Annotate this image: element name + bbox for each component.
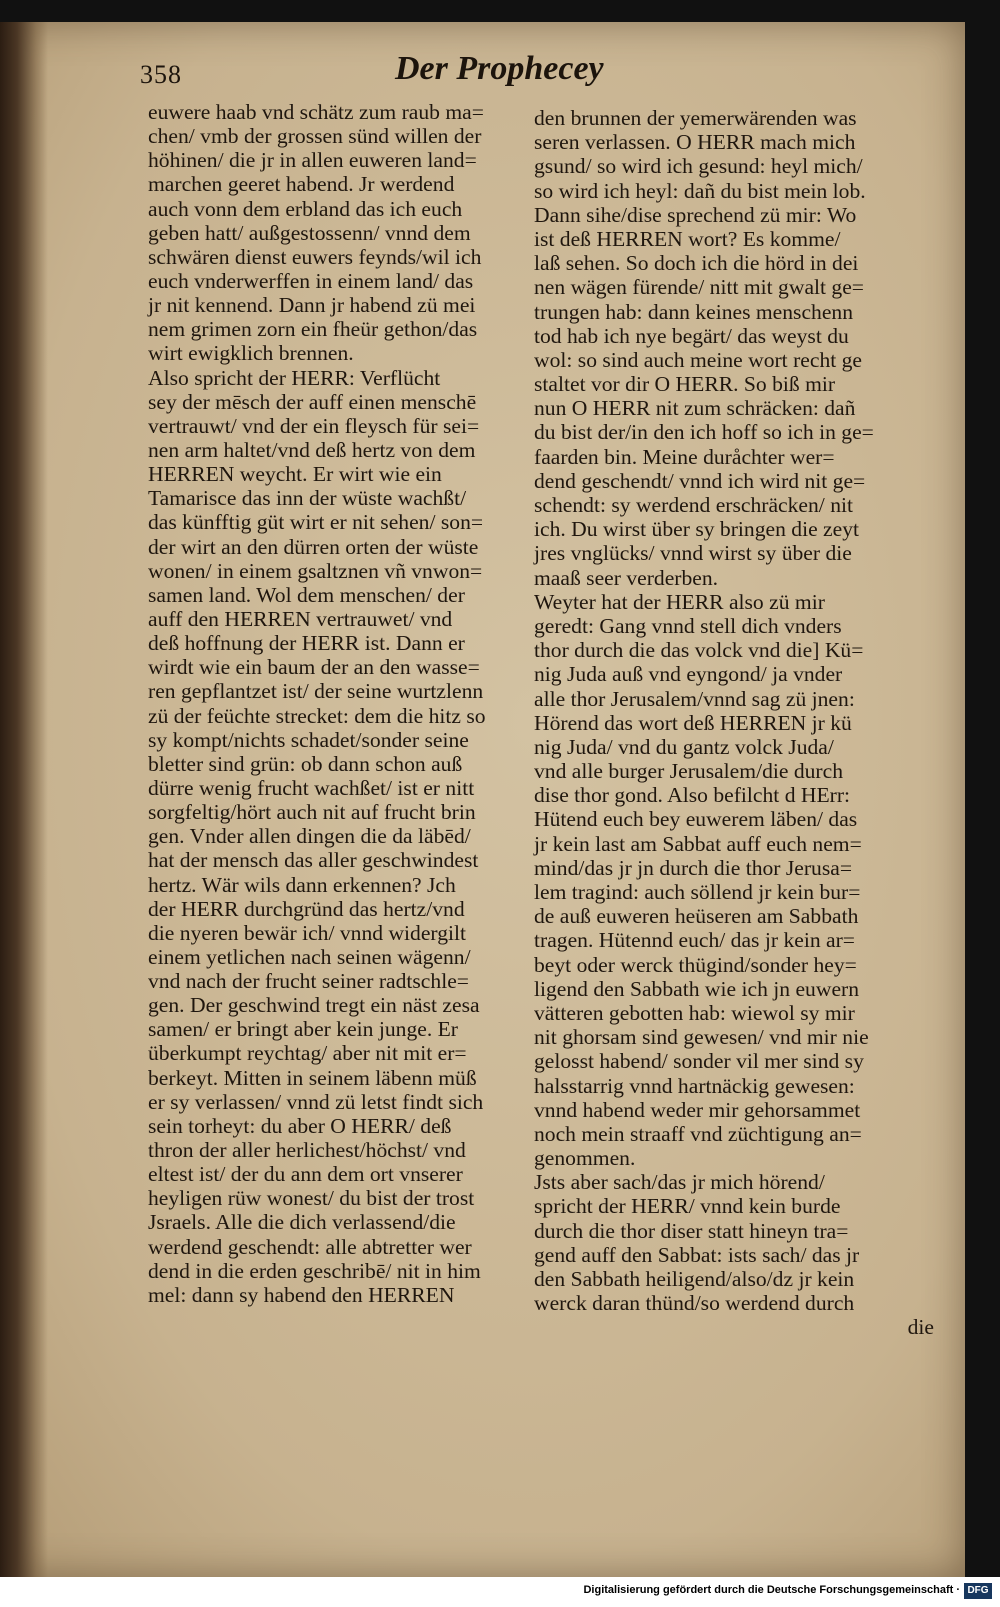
text-line: faarden bin. Meine duråchter wer= [534,444,835,469]
text-line: sy kompt/nichts schadet/sonder seine [148,727,469,752]
text-line: staltet vor dir O HERR. So biß mir [534,372,836,397]
text-line: gen. Vnder allen dingen die da läbēd/ [148,824,471,849]
text-line: hertz. Wär wils dann erkennen? Jch [148,872,456,897]
text-line: noch mein straaff vnd züchtigung an= [534,1121,862,1146]
text-line: Tamariscе das inn der wüste wachßt/ [148,486,467,511]
text-line: wol: so sind auch meine wort recht ge [534,347,863,372]
text-line: den brunnen der yemerwärenden was [534,106,857,130]
text-line: seren verlassen. O HERR mach mich [534,130,856,155]
text-line: ist deß HERREN wort? Es komme/ [534,226,841,251]
text-line: überkumpt reychtag/ aber nit mit er= [148,1041,467,1066]
text-line: Dann sihe/dise sprechend zü mir: Wo [534,202,857,227]
text-line: ligend den Sabbath wie ich jn euwern [534,976,860,1001]
text-line: gen. Der geschwind tregt ein näst zesa [148,993,480,1018]
text-line: einem yetlichen nach seinen wägenn/ [148,944,471,969]
text-line: genommen. [534,1146,636,1171]
left-text-column [148,100,538,1307]
text-line: Hörend das wort deß HERREN jr kü [534,710,852,735]
text-line: auch vonn dem erbland das ich euch [148,196,463,221]
text-line: wirdt wie ein baum der an den wasse= [148,655,480,680]
text-line: laß sehen. So doch ich die hörd in dei [534,251,859,276]
text-line: Jsraels. Alle die dich verlassend/die [148,1210,456,1235]
text-line: schendt: sy werdend erschräcken/ nit [534,493,853,517]
text-line: alle thor Jerusalem/vnnd sag zü jnen: [534,686,855,711]
text-line: jr nit kennend. Dann jr habend zü mei [148,293,476,318]
text-line: nen wägen fürende/ nitt mit gwalt ge= [534,275,864,300]
text-line: eltest ist/ der du ann dem ort vnserer [148,1162,463,1187]
text-line: chen/ vmb der grossen sünd willen der [148,124,482,149]
text-line: hat der mensch das aller geschwindest [148,848,479,873]
text-line: mel: dann sy habend den HERREN [148,1282,455,1307]
text-line: ich. Du wirst über sy bringen die zeyt [534,517,860,542]
text-line: maaß seer verderben. [534,565,719,590]
text-line: tragen. Hütennd euch/ das jr kein ar= [534,928,855,953]
text-line: vnnd habend weder mir gehorsammet [534,1097,861,1122]
text-line: nen arm haltet/vnd deß hertz von dem [148,437,476,462]
text-line: vertrauwt/ vnd der ein fleysch für sei= [148,413,480,438]
text-line: samen land. Wol dem menschen/ der [148,582,465,607]
text-line: Jsts aber sach/das jr mich hörend/ [534,1170,825,1195]
text-line: werdend geschendt: alle abtretter wer [148,1234,472,1259]
book-page [0,22,965,1577]
text-line: tod hab ich nye begärt/ das weyst du [534,323,849,348]
text-line: das künfftig güt wirt er nit sehen/ son= [148,510,484,535]
text-line: vätteren gebotten hab: wiewol sy mir [534,1000,855,1025]
text-line: der HERR durchgründ das hertz/vnd [148,896,465,921]
text-line: berkeyt. Mitten in seinem läbenn müß [148,1065,477,1090]
text-line: durch die thor diser statt hineyn tra= [534,1218,849,1243]
text-line: den Sabbath heiligend/also/dz jr kein [534,1267,855,1291]
running-head: Der Prophecey [395,50,604,87]
text-line: Weyter hat der HERR also zü mir [534,589,825,614]
text-line: ren gepflantzet ist/ der seine wurtzlenn [148,679,484,704]
text-line: nig Juda/ vnd du gantz volck Juda/ [534,734,834,759]
text-line: beyt oder werck thügind/sonder hey= [534,952,857,977]
text-line: euch vnderwerffen in einem land/ das [148,268,474,293]
text-line: höhinen/ die jr in allen euweren land= [148,148,477,173]
text-line: gsund/ so wird ich gesund: heyl mich/ [534,154,863,179]
text-line: dise thor gond. Also befilcht d HErr: [534,783,851,808]
text-line: lem tragind: auch söllend jr kein bur= [534,880,861,904]
text-line: auff den HERREN vertrauwet/ vnd [148,606,453,631]
text-line: Hütend euch bey euwerem läben/ das [534,807,858,832]
text-line: deß hoffnung der HERR ist. Dann er [148,631,465,656]
text-line: dend geschendt/ vnnd ich wird nit ge= [534,468,866,493]
text-line: jr kein last am Sabbat auff euch nem= [534,831,862,856]
text-line: trungen hab: dann keines menschenn [534,299,854,324]
text-line: nem grimen zorn ein fheür gethon/das [148,317,478,342]
text-line: euwere haab vnd schätz zum raub ma= [148,100,484,124]
text-line: so wird ich heyl: dañ du bist mein lob. [534,178,866,203]
text-line: sey der mēsch der auff einen menschē [148,389,477,414]
text-line: geredt: Gang vnnd stell dich vnders [534,613,842,638]
text-line: werck daran thünd/so werdend durch [534,1291,855,1316]
text-line: geben hatt/ außgestossenn/ vnnd dem [148,220,471,245]
dfg-logo[interactable]: DFG [964,1583,992,1599]
credit-text: Digitalisierung gefördert durch die Deutsche Forschungsgemeinschaft · [583,1584,960,1596]
text-line: marchen geeret habend. Jr werdend [148,172,455,197]
text-line: samen/ er bringt aber kein junge. Er [148,1017,458,1042]
text-line: gend auff den Sabbat: ists sach/ das jr [534,1242,860,1267]
right-text-column [534,106,934,1340]
text-line: du bist der/in den ich hoff so ich in ge= [534,420,874,445]
text-line: die [907,1315,934,1340]
text-line: der wirt an den dürren orten der wüste [148,534,479,559]
text-line: gelosst habend/ sonder vil mer sind sy [534,1049,864,1074]
text-line: de auß euweren heüseren am Sabbath [534,904,859,929]
text-line: Also spricht der HERR: Verflücht [148,365,441,390]
text-line: wirt ewigklich brennen. [148,341,354,366]
text-line: HERREN weycht. Er wirt wie ein [148,462,442,487]
text-line: die nyeren bewär ich/ vnnd widergilt [148,920,467,945]
text-line: sorgfeltig/hört auch nit auf frucht brin [148,800,476,825]
text-line: nig Juda auß vnd eyngond/ ja vnder [534,662,843,687]
text-line: dürre wenig frucht wachßet/ ist er nitt [148,775,475,800]
text-line: mind/das jr jn durch die thor Jerusa= [534,855,853,880]
text-line: vnd alle burger Jerusalem/die durch [534,759,844,784]
text-line: vnd nach der frucht seiner radtschle= [148,969,469,994]
page-gutter-shadow [0,22,48,1577]
text-line: bletter sind grün: ob dann schon auß [148,751,463,776]
text-line: thron der aller herlichest/höchst/ vnd [148,1138,466,1163]
page-number: 358 [140,60,182,89]
text-line: schwären dienst euwers feynds/wil ich [148,244,482,269]
text-line: heyligen rüw wonest/ du bist der trost [148,1186,475,1211]
text-line: sein torheyt: du aber O HERR/ deß [148,1113,452,1138]
text-line: spricht der HERR/ vnnd kein burde [534,1194,841,1219]
text-line: dend in die erden geschribē/ nit in him [148,1258,481,1283]
text-line: zü der feüchte strecket: dem die hitz so [148,703,486,728]
text-line: wonen/ in einem gsaltznen vñ vnwon= [148,558,483,583]
text-line: jres vnglücks/ vnnd wirst sy über die [534,541,852,566]
credit-bar [0,1577,1000,1607]
text-line: nun O HERR nit zum schräcken: dañ [534,396,856,421]
text-line: halsstarrig vnnd hartnäckig gewesen: [534,1073,855,1098]
text-line: thor durch die das volck vnd die] Kü= [534,638,864,663]
text-line: er sy verlassen/ vnnd zü letst findt sich [148,1089,484,1114]
text-line: nit ghorsam sind gewesen/ vnd mir nie [534,1025,869,1050]
